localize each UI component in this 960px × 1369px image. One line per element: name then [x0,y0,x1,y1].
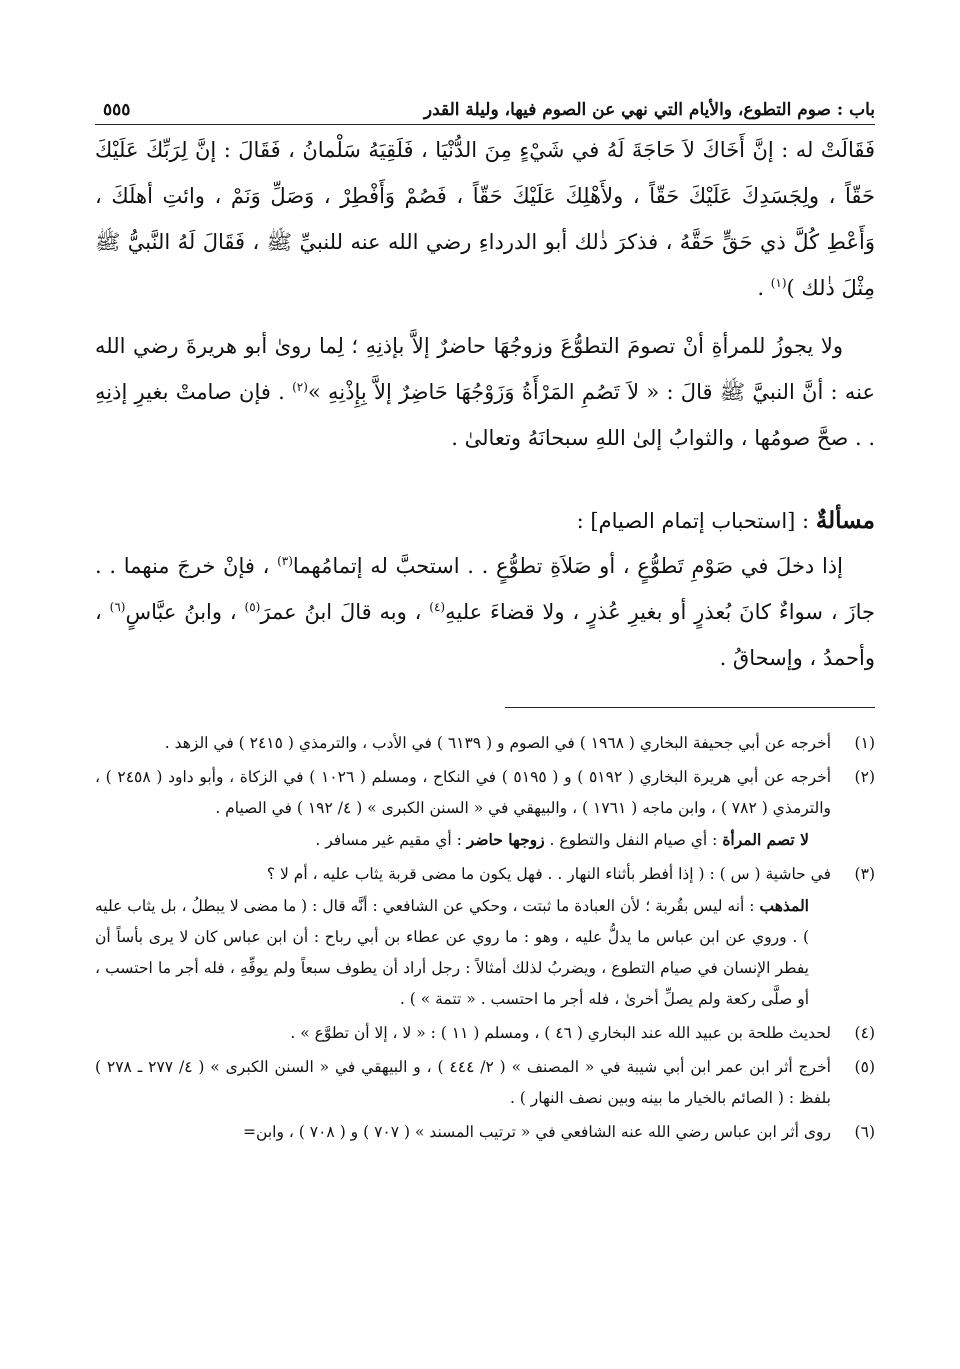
footnote-ref-2[interactable]: (٢) [292,380,308,394]
issue-heading [95,499,875,543]
footnote-4 [95,1018,875,1049]
gloss-term: لا تصم المرأة [722,830,809,849]
issue-text-b: ، فإنْ خرجَ منهما . . جازَ ، سواءٌ كانَ بُعذرٍ أو بغيرِ عُذرٍ ، ولا قضاءَ عليهِ [95,554,875,624]
footnote-text: روى أثر ابن عباس رضي الله عنه الشافعي في « ترتيب المسند » ( ٧٠٧ ) و ( ٧٠٨ ) ، وابن= [243,1123,831,1141]
commentary-text: : أنه ليس بقُربة ؛ لأن العبادة ما ثبتت ، وحكي عن الشافعي : أنَّه قال : ( ما مضى لا يبطلُ ، بل يثاب عليه ) . وروي عن ابن عباس ما يدلُّ عليه ، وهو : ما روي عن عطاء بن أبي رباح : أن ابن عباس كان لا يرى بأساً أن يفطر الإنسان في صيام التطوع ، ويضربُ لذلك أمثالاً : رجل أراد أن يطوف سبعاً ولم يوفِّهِ ، فله أجر ما احتسب ، أو صلَّى ركعة ولم يصلِّ أخرىٰ ، فله أجر ما احتسب . « تتمة » ) . [95,897,809,1008]
footnote-2 [95,762,875,856]
footnote-commentary [95,890,831,1015]
footnote-number: (٣) [854,865,875,883]
footnote-text: أخرجه عن أبي جحيفة البخاري ( ١٩٦٨ ) في الصوم و ( ٦١٣٩ ) في الأدب ، والترمذي ( ٢٤١٥ ) في الزهد . [164,734,831,752]
gloss-text: : أي مقيم غير مسافر . [315,831,467,849]
footnote-5 [95,1052,875,1114]
hadith-end: . [757,276,771,300]
footnote-separator [505,707,875,708]
footnote-ref-5[interactable]: (٥) [244,600,261,614]
hadith-text: فَقَالَتْ له : إنَّ أَخَاكَ لاَ حَاجَةَ لَهُ في شَيْءٍ مِنَ الدُّنْيَا ، فَلَقِيَهُ سَلْمانُ ، فَقَالَ : إنَّ لِرَبِّكَ عَلَيْكَ حَقّاً ، ولِجَسَدِكَ عَلَيْكَ حَقّاً ، ولأَهْلِكَ عَلَيْكَ حَقّاً ، فَصُمْ وَأَفْطِرْ ، وَصَلِّ وَنَمْ ، وائتِ أهلَكَ ، وَأَعْطِ كُلَّ ذي حَقٍّ حَقَّهُ ، فذكرَ ذٰلك أبو الدرداءِ رضي الله عنه للنبيِّ ﷺ ، فَقَالَ لَهُ النَّبيُّ ﷺ مِثْلَ ذٰلك ) [95,138,875,300]
footnote-1 [95,728,875,759]
issue-text-e: ، وأحمدُ ، وإسحاقُ . [95,600,875,670]
footnote-number: (٤) [854,1024,875,1042]
footnote-number: (٥) [854,1058,875,1076]
issue-text-a: إذا دخلَ في صَوْمِ تَطوُّعٍ ، أو صَلاَةِ تطوُّعٍ . . استحبَّ له إتمامُهما [292,554,843,578]
footnote-text: أخرج أثر ابن عمر ابن أبي شيبة في « المصنف » ( ٢/ ٤٤٤ ) ، و البيهقي في « السنن الكبرى » ( ٤/ ٢٧٧ ـ ٢٧٨ ) بلفظ : ( الصائم بالخيار ما بينه وبين نصف النهار ) . [95,1058,831,1107]
paragraph-wife-fasting [95,323,875,461]
footnote-ref-1[interactable]: (١) [770,276,787,290]
page [95,88,875,1338]
footnote-ref-6[interactable]: (٦) [109,600,126,614]
footnote-ref-3[interactable]: (٣) [277,554,293,568]
page-number: ٥٥٥ [103,100,131,120]
footnote-number: (٦) [854,1123,875,1141]
footnote-text: أخرجه عن أبي هريرة البخاري ( ٥١٩٢ ) و ( ٥١٩٥ ) في النكاح ، ومسلم ( ١٠٢٦ ) في الزكاة ، وأبو داود ( ٢٤٥٨ ) ، والترمذي ( ٧٨٢ ) ، وابن ماجه ( ١٧٦١ ) ، والبيهقي في « السنن الكبرى » ( ٤/ ١٩٢ ) في الصيام . [95,768,832,817]
issue-title: : [استحباب إتمام الصيام] : [576,509,816,533]
wife-fasting-text: ولا يجوزُ للمرأةِ أنْ تصومَ التطوُّعَ وزوجُهَا حاضرٌ إلاَّ بإذنِهِ ؛ لِما روىٰ أبو هريرةَ رضي الله عنه : أنَّ النبيَّ ﷺ قالَ : « لاَ تَصُمِ المَرْأَةُ وَزَوْجُهَا حَاضِرٌ إلاَّ بِإِذْنِهِ » [95,334,875,404]
issue-paragraph [95,543,875,681]
footnote-gloss [95,824,831,856]
footnote-3 [95,859,875,1015]
footnote-number: (٢) [854,768,875,786]
paragraph-hadith [95,127,875,311]
gloss-text: : أي صيام النفل والتطوع . [544,831,723,849]
gloss-term: زوجها حاضر [466,830,545,849]
footnote-ref-4[interactable]: (٤) [429,600,446,614]
main-text [95,127,875,681]
footnote-text: في حاشية ( س ) : ( إذا أفطر بأثناء النهار . . فهل يكون ما مضى قربة يثاب عليه ، أم لا ؟ [266,865,831,883]
footnote-text: لحديث طلحة بن عبيد الله عند البخاري ( ٤٦ ) ، ومسلم ( ١١ ) : « لا ، إلا أن تطوَّع » . [290,1024,831,1042]
footnote-6 [95,1117,875,1148]
issue-label: مسألةٌ [815,507,875,534]
wife-fasting-text-end: . فإن صامتْ بغيرِ إذنِهِ . . صحَّ صومُها ، والثوابُ إلىٰ اللهِ سبحانَهُ وتعالىٰ . [95,380,875,450]
footnote-number: (١) [854,734,875,752]
issue-text-c: ، وبه قالَ ابنُ عمرَ [260,600,430,624]
footnotes [95,728,875,1148]
chapter-title: باب : صوم التطوع، والأيام التي نهي عن الصوم فيها، وليلة القدر [423,100,875,120]
issue-text-d: ، وابنُ عبَّاسٍ [125,600,245,624]
running-header [95,88,875,125]
madhhab-term: المذهب [759,896,809,915]
